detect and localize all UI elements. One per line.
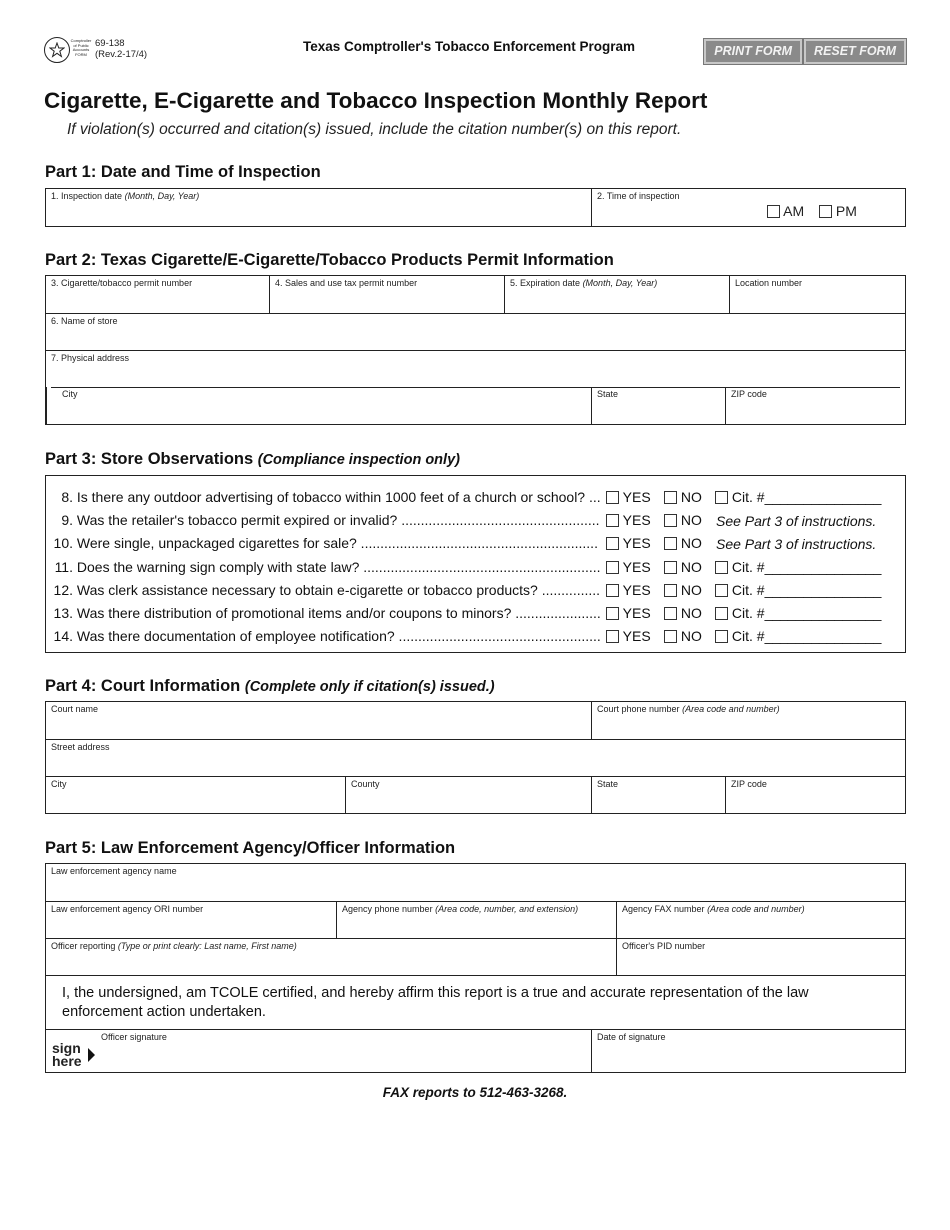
part2-heading: Part 2: Texas Cigarette/E-Cigarette/Tobacco Products Permit Information: [45, 251, 614, 269]
court-name-field[interactable]: Court name: [51, 704, 99, 714]
part5-heading: Part 5: Law Enforcement Agency/Officer Information: [45, 839, 456, 857]
program-name: Texas Comptroller's Tobacco Enforcement Program: [303, 39, 636, 54]
am-checkbox[interactable]: [767, 205, 780, 218]
yes-checkbox[interactable]: [606, 584, 619, 597]
court-street-field[interactable]: Street address: [51, 742, 110, 752]
expiration-date-field[interactable]: 5. Expiration date (Month, Day, Year): [504, 276, 729, 313]
instruction-note: See Part 3 of instructions.: [716, 513, 877, 529]
yes-checkbox[interactable]: [606, 537, 619, 550]
citation-field[interactable]: Cit. #_______________: [731, 605, 882, 621]
form-header: [44, 36, 906, 66]
reset-form-button[interactable]: RESET FORM: [804, 39, 906, 64]
agency-phone-field[interactable]: Agency phone number (Area code, number, and extension): [336, 902, 616, 938]
tobacco-permit-field[interactable]: 3. Cigarette/tobacco permit number: [51, 278, 193, 288]
part4-box: [45, 701, 906, 814]
yes-checkbox[interactable]: [606, 514, 619, 527]
inspection-time-field[interactable]: 2. Time of inspection AM PM: [591, 189, 905, 226]
part4-heading: Part 4: Court Information (Complete only if citation(s) issued.): [45, 677, 495, 695]
part1-heading: Part 1: Date and Time of Inspection: [45, 163, 321, 181]
location-number-field[interactable]: Location number: [729, 276, 905, 313]
citation-checkbox[interactable]: [715, 491, 728, 504]
no-checkbox[interactable]: [664, 491, 677, 504]
citation-checkbox[interactable]: [715, 561, 728, 574]
inspection-date-field[interactable]: 1. Inspection date (Month, Day, Year): [51, 191, 200, 201]
store-name-field[interactable]: 6. Name of store: [51, 316, 118, 326]
sign-arrow-icon: [88, 1048, 95, 1062]
court-city-field[interactable]: City: [51, 779, 67, 789]
city-field[interactable]: City: [46, 387, 591, 424]
page-subtitle: If violation(s) occurred and citation(s) issued, include the citation number(s) on this report.: [67, 121, 682, 138]
seal-caption: Comptroller of Public Accounts FORM: [70, 38, 92, 57]
comptroller-seal-icon: [44, 37, 70, 63]
citation-checkbox[interactable]: [715, 630, 728, 643]
fax-footer: FAX reports to 512-463-3268.: [382, 1085, 568, 1100]
sign-here-label: sign here: [52, 1040, 82, 1069]
pm-checkbox[interactable]: [819, 205, 832, 218]
state-field[interactable]: State: [591, 387, 725, 424]
citation-field[interactable]: Cit. #_______________: [731, 582, 882, 598]
no-checkbox[interactable]: [664, 584, 677, 597]
part3-heading: Part 3: Store Observations (Compliance inspection only): [45, 450, 460, 468]
no-checkbox[interactable]: [664, 607, 677, 620]
instruction-note: See Part 3 of instructions.: [716, 536, 877, 552]
court-phone-field[interactable]: Court phone number (Area code and number): [591, 702, 905, 739]
officer-signature-field[interactable]: Officer signature sign here: [52, 1032, 167, 1069]
no-checkbox[interactable]: [664, 514, 677, 527]
part1-box: [45, 188, 906, 227]
officer-reporting-field[interactable]: Officer reporting (Type or print clearly: Last name, First name): [51, 941, 297, 951]
affirmation-statement: I, the undersigned, am TCOLE certified, and hereby affirm this report is a true and accurate representation of the law enforcement action undertaken.: [46, 975, 905, 1029]
signature-date-field[interactable]: Date of signature: [591, 1030, 905, 1072]
court-state-field[interactable]: State: [591, 777, 725, 813]
observations-box: 8. Is there any outdoor advertising of tobacco within 1000 feet of a church or school? ... YES NO Cit. #_______________ 9. Was the retailer's tobacco permit expired or invalid? ................................................... YES NO See Part 3 of instructions. 10. Were single, unpackaged cigarettes for sale? ............................................................. YES NO See Part 3 of instructions. 11. Does the warning sign comply with state law? ............................................................. YES NO Cit. #_______________ 12. Was clerk assistance necessary to obtain e-cigarette or tobacco products? ............... YES NO Cit. #_______________ 13. Was there distribution of promotional items and/or coupons to minors? ...................... YES NO Cit. #_______________ 14. Was there documentation of employee notification? .................................................... YES NO Cit. #_______________: [45, 475, 906, 653]
no-checkbox[interactable]: [664, 537, 677, 550]
form-number: 69-138 (Rev.2-17/4): [95, 38, 148, 60]
sales-tax-permit-field[interactable]: 4. Sales and use tax permit number: [269, 276, 504, 313]
yes-checkbox[interactable]: [606, 607, 619, 620]
court-zip-field[interactable]: ZIP code: [725, 777, 905, 813]
yes-checkbox[interactable]: [606, 561, 619, 574]
physical-address-field[interactable]: 7. Physical address: [51, 353, 130, 363]
citation-field[interactable]: Cit. #_______________: [731, 559, 882, 575]
agency-fax-field[interactable]: Agency FAX number (Area code and number): [616, 902, 905, 938]
citation-checkbox[interactable]: [715, 607, 728, 620]
citation-field[interactable]: Cit. #_______________: [731, 628, 882, 644]
zip-field[interactable]: ZIP code: [725, 387, 905, 424]
page-title: Cigarette, E-Cigarette and Tobacco Inspection Monthly Report: [44, 88, 708, 113]
citation-field[interactable]: Cit. #_______________: [731, 489, 882, 505]
agency-ori-field[interactable]: Law enforcement agency ORI number: [51, 904, 204, 914]
officer-pid-field[interactable]: Officer's PID number: [616, 939, 905, 975]
no-checkbox[interactable]: [664, 561, 677, 574]
yes-checkbox[interactable]: [606, 630, 619, 643]
yes-checkbox[interactable]: [606, 491, 619, 504]
print-form-button[interactable]: PRINT FORM: [704, 39, 802, 64]
citation-checkbox[interactable]: [715, 584, 728, 597]
no-checkbox[interactable]: [664, 630, 677, 643]
part2-box: [45, 275, 906, 425]
agency-name-field[interactable]: Law enforcement agency name: [51, 866, 177, 876]
court-county-field[interactable]: County: [345, 777, 591, 813]
part5-box: [45, 863, 906, 1073]
